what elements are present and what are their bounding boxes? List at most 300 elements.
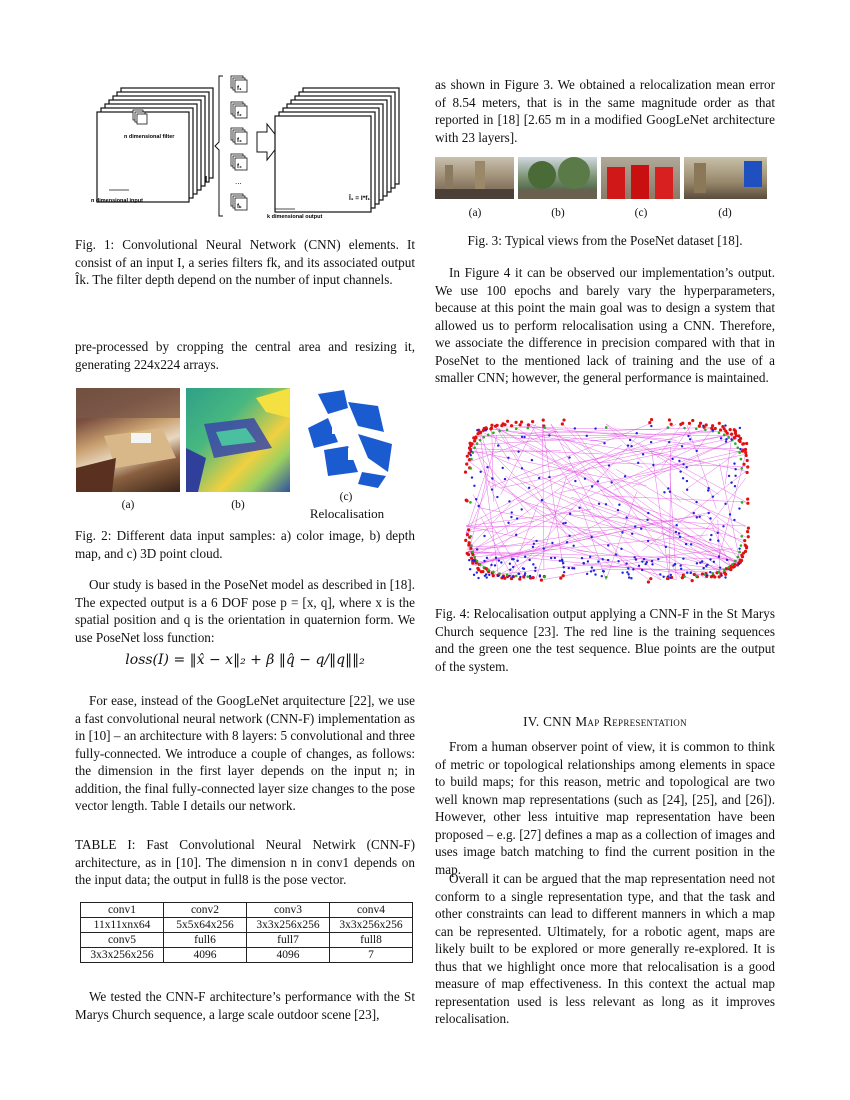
fig4-test-point [470,544,473,547]
fig4-predicted-point [725,440,727,442]
fig4-predicted-point [597,480,599,482]
fig3-caption: Fig. 3: Typical views from the PoseNet dataset [18]. [467,233,743,248]
fig4-predicted-point [491,477,493,479]
fig4-predicted-point [601,575,603,577]
fig4-train-point [470,442,473,445]
fig4-train-point [468,446,471,449]
fig4-predicted-point [539,575,541,577]
fig4-predicted-point [496,496,498,498]
fig4-train-point [746,459,749,462]
fig4-predicted-point [724,576,726,578]
fig4-train-point [723,427,726,430]
fig4-predicted-point [728,475,730,477]
fig4-test-point [527,427,530,430]
fig4-predicted-point [476,571,478,573]
fig4-predicted-point [523,574,525,576]
fig4-train-point [718,422,721,425]
fig4-predicted-point [662,576,664,578]
fig4-predicted-point [516,560,518,562]
fig4-predicted-point [636,432,638,434]
fig4-svg [446,410,772,596]
fig4-predicted-point [486,557,488,559]
right-para-1: as shown in Figure 3. We obtained a relocalization mean error of 8.54 meters, that is in the same magnitude order as that reported in [18] [2.65 m in a modified GoogLeNet architecture with 23 layers]. [435,77,775,145]
fig4-predicted-point [563,571,565,573]
fig4-train-point [649,577,652,580]
fig4-predicted-point [675,531,677,533]
fig4-train-point [466,533,469,536]
fig4-predicted-point [724,503,726,505]
fig4-train-point [746,530,749,533]
fig4-test-point [711,572,714,575]
fig4-predicted-point [603,442,605,444]
fig4-predicted-point [635,558,637,560]
fig4-predicted-point [476,429,478,431]
fig4-predicted-point [719,566,721,568]
fig4-predicted-point [739,427,741,429]
fig3-image-c [601,157,680,199]
fig4-test-point [469,467,472,470]
left-para-4: We tested the CNN-F architecture’s performance with the St Marys Church sequence, a large scale outdoor scene [23], [75,989,415,1022]
fig1-filter-k: fₖ [237,204,242,210]
fig4-predicted-point [543,547,545,549]
fig4-predicted-point [630,577,632,579]
fig4-test-point [527,575,530,578]
fig4-predicted-point [523,436,525,438]
fig4-predicted-point [507,522,509,524]
fig4-link [500,424,535,495]
fig4-train-point [465,499,468,502]
fig4-predicted-point [500,561,502,563]
fig4-train-point [561,422,564,425]
fig4-predicted-point [484,429,486,431]
fig4-link [501,427,661,430]
fig4-predicted-point [640,527,642,529]
fig4-predicted-point [608,464,610,466]
fig1-output-label: k dimensional output [267,214,323,220]
fig4-test-point [727,436,730,439]
fig4-predicted-point [535,540,537,542]
fig4-test-point [473,446,476,449]
fig4-test-point [736,446,739,449]
table-cell: full8 [330,933,413,948]
fig4-train-point [464,539,467,542]
right-para-3: From a human observer point of view, it is common to think of metric or topological relationships among elements in space to build maps; for this reason, metric and topological are two well known map representations (such as [24], [25], and [26]). However, other less intuitive map representation have been proposed – e.g. [27] defines a map as a collection of images and uses image batch matching to find the current position in the map. [435,739,775,877]
fig4-predicted-point [686,571,688,573]
table-cell: conv3 [247,903,330,918]
fig4-test-point [736,556,739,559]
fig4-predicted-point [470,454,472,456]
fig4-train-point [542,419,545,422]
fig4-predicted-point [652,464,654,466]
fig4-train-point [670,423,673,426]
fig4-train-point [745,545,748,548]
fig4-predicted-point [725,438,727,440]
fig4-test-point [515,575,518,578]
fig4-predicted-point [679,536,681,538]
fig4-predicted-point [586,435,588,437]
fig4-predicted-point [497,444,499,446]
fig4-predicted-point [647,540,649,542]
fig4-test-point [515,427,518,430]
fig4-predicted-point [678,532,680,534]
fig4-predicted-point [490,564,492,566]
fig4-predicted-point [521,436,523,438]
fig4-predicted-point [717,540,719,542]
fig4-predicted-point [679,564,681,566]
fig4-predicted-point [738,507,740,509]
fig4-train-point [527,423,530,426]
fig4-train-point [484,426,487,429]
fig4-predicted-point [550,557,552,559]
fig4-predicted-point [696,562,698,564]
fig4-train-point [465,463,468,466]
fig4-predicted-point [669,491,671,493]
fig4-train-point [501,422,504,425]
fig4-predicted-point [486,576,488,578]
fig4-predicted-point [699,561,701,563]
fig4-predicted-point [738,548,740,550]
fig4-predicted-point [551,542,553,544]
fig4-predicted-point [472,559,474,561]
fig4-predicted-point [479,471,481,473]
table-cell: full7 [247,933,330,948]
fig4-predicted-point [667,575,669,577]
fig4-predicted-point [734,485,736,487]
left-para-1: pre-processed by cropping the central area and resizing it, generating 224x224 arrays. [75,339,415,372]
fig4-predicted-point [488,574,490,576]
fig4-predicted-point [671,458,673,460]
fig4-predicted-point [504,478,506,480]
fig4-predicted-point [699,515,701,517]
fig4-link [468,552,610,560]
fig4-test-point [695,427,698,430]
fig4-predicted-point [590,570,592,572]
fig4-test-point [740,544,743,547]
fig4-predicted-point [628,576,630,578]
fig4-predicted-point [734,475,736,477]
fig4-train-point [746,471,749,474]
fig4-train-point [714,427,717,430]
fig1-diagram [85,72,405,224]
fig4-predicted-point [594,573,596,575]
fig3-label-d: (d) [718,207,732,219]
fig4-predicted-point [564,522,566,524]
fig4-predicted-point [521,467,523,469]
fig4-predicted-point [562,562,564,564]
table-cell: conv4 [330,903,413,918]
fig4-predicted-point [720,574,722,576]
fig4-predicted-point [702,425,704,427]
fig4-predicted-point [682,477,684,479]
fig4-train-point [532,576,535,579]
fig4-predicted-point [508,575,510,577]
fig4-train-point [468,541,471,544]
fig3-label-a: (a) [468,207,482,219]
fig2-label-c: (c) [339,491,353,503]
fig4-predicted-point [678,460,680,462]
fig4-train-point [730,433,733,436]
fig4-link [470,445,530,515]
fig4-test-point [471,551,474,554]
fig4-predicted-point [709,539,711,541]
fig4-predicted-point [659,573,661,575]
fig4-predicted-point [518,573,520,575]
fig4-test-point [741,501,744,504]
fig1-input-label: n dimensional input [91,198,143,204]
fig4-test-point [718,571,721,574]
fig4-train-point [744,451,747,454]
fig4-link [642,471,746,551]
fig4-predicted-point [486,466,488,468]
fig4-predicted-point [689,438,691,440]
fig4-train-point [559,576,562,579]
fig4-predicted-point [627,567,629,569]
fig4-predicted-point [632,568,634,570]
fig4-predicted-point [647,512,649,514]
fig4-train-point [742,442,745,445]
fig4-predicted-point [477,505,479,507]
fig4-predicted-point [568,456,570,458]
fig4-test-point [740,467,743,470]
fig4-predicted-point [495,557,497,559]
fig4-predicted-point [529,575,531,577]
fig1-filter-3: f₃ [237,138,242,144]
fig4-test-point [605,426,608,429]
fig4-predicted-point [657,558,659,560]
fig4-train-point [464,471,467,474]
fig4-predicted-point [630,445,632,447]
fig4-predicted-point [615,553,617,555]
fig4-test-point [483,436,486,439]
fig4-predicted-point [469,568,471,570]
fig4-predicted-point [709,571,711,573]
fig4-test-point [492,571,495,574]
fig2-label-a: (a) [121,499,135,511]
fig4-predicted-point [533,543,535,545]
fig2-image-pointcloud [298,388,398,492]
fig4-train-point [747,526,750,529]
fig4-predicted-point [610,481,612,483]
fig4-test-point [498,572,501,575]
fig4-train-point [719,428,722,431]
fig4-predicted-point [512,558,514,560]
fig4-test-point [723,434,726,437]
fig4-predicted-point [625,562,627,564]
fig4-predicted-point [650,441,652,443]
fig4-predicted-point [617,560,619,562]
fig4-predicted-point [663,491,665,493]
table-cell: 7 [330,948,413,963]
fig4-predicted-point [578,507,580,509]
fig4-train-point [681,422,684,425]
fig4-train-point [514,421,517,424]
fig1-filter-label: n dimensional filter [124,134,175,140]
table-cell: 4096 [247,948,330,963]
fig4-train-point [711,424,714,427]
fig4-predicted-point [510,516,512,518]
fig4-train-point [723,571,726,574]
fig4-predicted-point [726,559,728,561]
fig4-train-point [718,575,721,578]
fig4-predicted-point [682,557,684,559]
fig4-predicted-point [507,457,509,459]
table-cell: 3x3x256x256 [247,918,330,933]
fig4-test-point [738,551,741,554]
fig3-image-d [684,157,767,199]
fig4-test-point [469,501,472,504]
fig4-predicted-point [584,477,586,479]
fig4-predicted-point [621,531,623,533]
fig4-predicted-point [569,513,571,515]
fig4-test-point [487,434,490,437]
fig4-train-point [740,554,743,557]
fig4-test-point [734,560,737,563]
fig4-predicted-point [686,489,688,491]
fig4-train-point [490,427,493,430]
fig4-link [661,425,691,469]
fig4-test-point [476,560,479,563]
fig4-train-point [490,424,493,427]
fig4-predicted-point [724,424,726,426]
fig4-predicted-point [631,533,633,535]
fig4-predicted-point [548,434,550,436]
fig4-predicted-point [517,450,519,452]
fig4-predicted-point [681,445,683,447]
fig4-test-point [667,426,670,429]
fig4-predicted-point [730,481,732,483]
fig4-predicted-point [696,450,698,452]
fig4-test-point [483,566,486,569]
fig4-predicted-point [568,535,570,537]
fig4-predicted-point [682,463,684,465]
fig4-predicted-point [629,439,631,441]
fig4-predicted-point [709,558,711,560]
fig4-predicted-point [597,560,599,562]
fig4-predicted-point [473,574,475,576]
fig4-train-point [746,498,749,501]
fig4-predicted-point [650,425,652,427]
fig4-predicted-point [484,575,486,577]
fig4-link [560,443,733,569]
fig4-caption: Fig. 4: Relocalisation output applying a CNN-F in the St Marys Church sequence [23]. The red line is the training sequences and the green one the test sequence. Blue points are the output of the system. [435,606,775,674]
fig4-predicted-point [470,450,472,452]
fig4-link [492,429,705,462]
fig4-test-point [492,431,495,434]
fig4-predicted-point [591,485,593,487]
fig4-train-point [705,423,708,426]
fig4-train-point [746,465,749,468]
fig4-predicted-point [644,563,646,565]
fig4-predicted-point [476,548,478,550]
fig4-link [480,437,498,577]
fig4-train-point [742,463,745,466]
fig4-predicted-point [710,534,712,536]
fig4-predicted-point [477,577,479,579]
fig4-predicted-point [598,503,600,505]
fig4-predicted-point [534,567,536,569]
fig4-predicted-point [690,572,692,574]
fig4-predicted-point [672,564,674,566]
fig4-predicted-point [528,559,530,561]
table-cell: 3x3x256x256 [81,948,164,963]
fig4-predicted-point [594,427,596,429]
fig4-predicted-point [617,509,619,511]
fig4-train-point [510,424,513,427]
fig4-train-point [473,439,476,442]
fig4-link [496,428,728,558]
fig4-predicted-point [607,559,609,561]
fig4-predicted-point [498,559,500,561]
fig4-train-point [506,420,509,423]
fig4-train-point [648,421,651,424]
fig4-predicted-point [624,475,626,477]
fig4-train-point [476,567,479,570]
fig4-predicted-point [729,513,731,515]
fig4-train-point [747,535,750,538]
fig4-link [487,480,662,580]
fig4-train-point [668,418,671,421]
fig4-predicted-point [712,429,714,431]
fig4-predicted-point [494,564,496,566]
fig4-predicted-point [712,495,714,497]
fig4-predicted-point [707,512,709,514]
fig1-filter-1: f₁ [237,86,242,92]
fig4-predicted-point [491,488,493,490]
fig4-test-point [740,535,743,538]
fig4-predicted-point [559,560,561,562]
fig4-train-point [467,528,470,531]
fig4-predicted-point [641,560,643,562]
fig4-predicted-point [626,571,628,573]
fig4-predicted-point [702,567,704,569]
fig4-predicted-point [483,560,485,562]
fig1-eq: Î₁ = I*f₁ [349,195,371,202]
fig4-predicted-point [512,575,514,577]
table-cell: conv5 [81,933,164,948]
fig4-predicted-point [679,470,681,472]
fig4-link [720,457,745,555]
fig4-predicted-point [605,503,607,505]
fig4-train-point [734,429,737,432]
fig4-link [632,438,737,486]
fig4-predicted-point [471,476,473,478]
fig4-train-point [691,579,694,582]
fig4-train-point [746,502,749,505]
fig4-predicted-point [687,435,689,437]
fig4-predicted-point [473,485,475,487]
fig4-predicted-point [538,477,540,479]
fig2-label-c-sub: Relocalisation [309,506,385,521]
table-cell: 11x11xnx64 [81,918,164,933]
fig4-test-point [479,563,482,566]
fig4-predicted-point [502,576,504,578]
fig4-predicted-point [621,572,623,574]
fig4-predicted-point [709,517,711,519]
fig2-image-depth [186,388,290,492]
fig4-test-point [734,442,737,445]
fig4-test-point [469,535,472,538]
table-caption: TABLE I: Fast Convolutional Neural Netwirk (CNN-F) architecture, as in [10]. The dimension n in conv1 depends on the input data; the output in full8 is the pose vector. [75,837,415,887]
fig4-predicted-point [734,468,736,470]
fig4-predicted-point [713,561,715,563]
fig4-predicted-point [618,504,620,506]
fig2-label-b: (b) [231,499,245,511]
fig4-link [466,509,591,526]
fig4-train-point [466,455,469,458]
fig4-train-point [701,572,704,575]
fig4-predicted-point [706,574,708,576]
fig4-train-point [729,428,732,431]
